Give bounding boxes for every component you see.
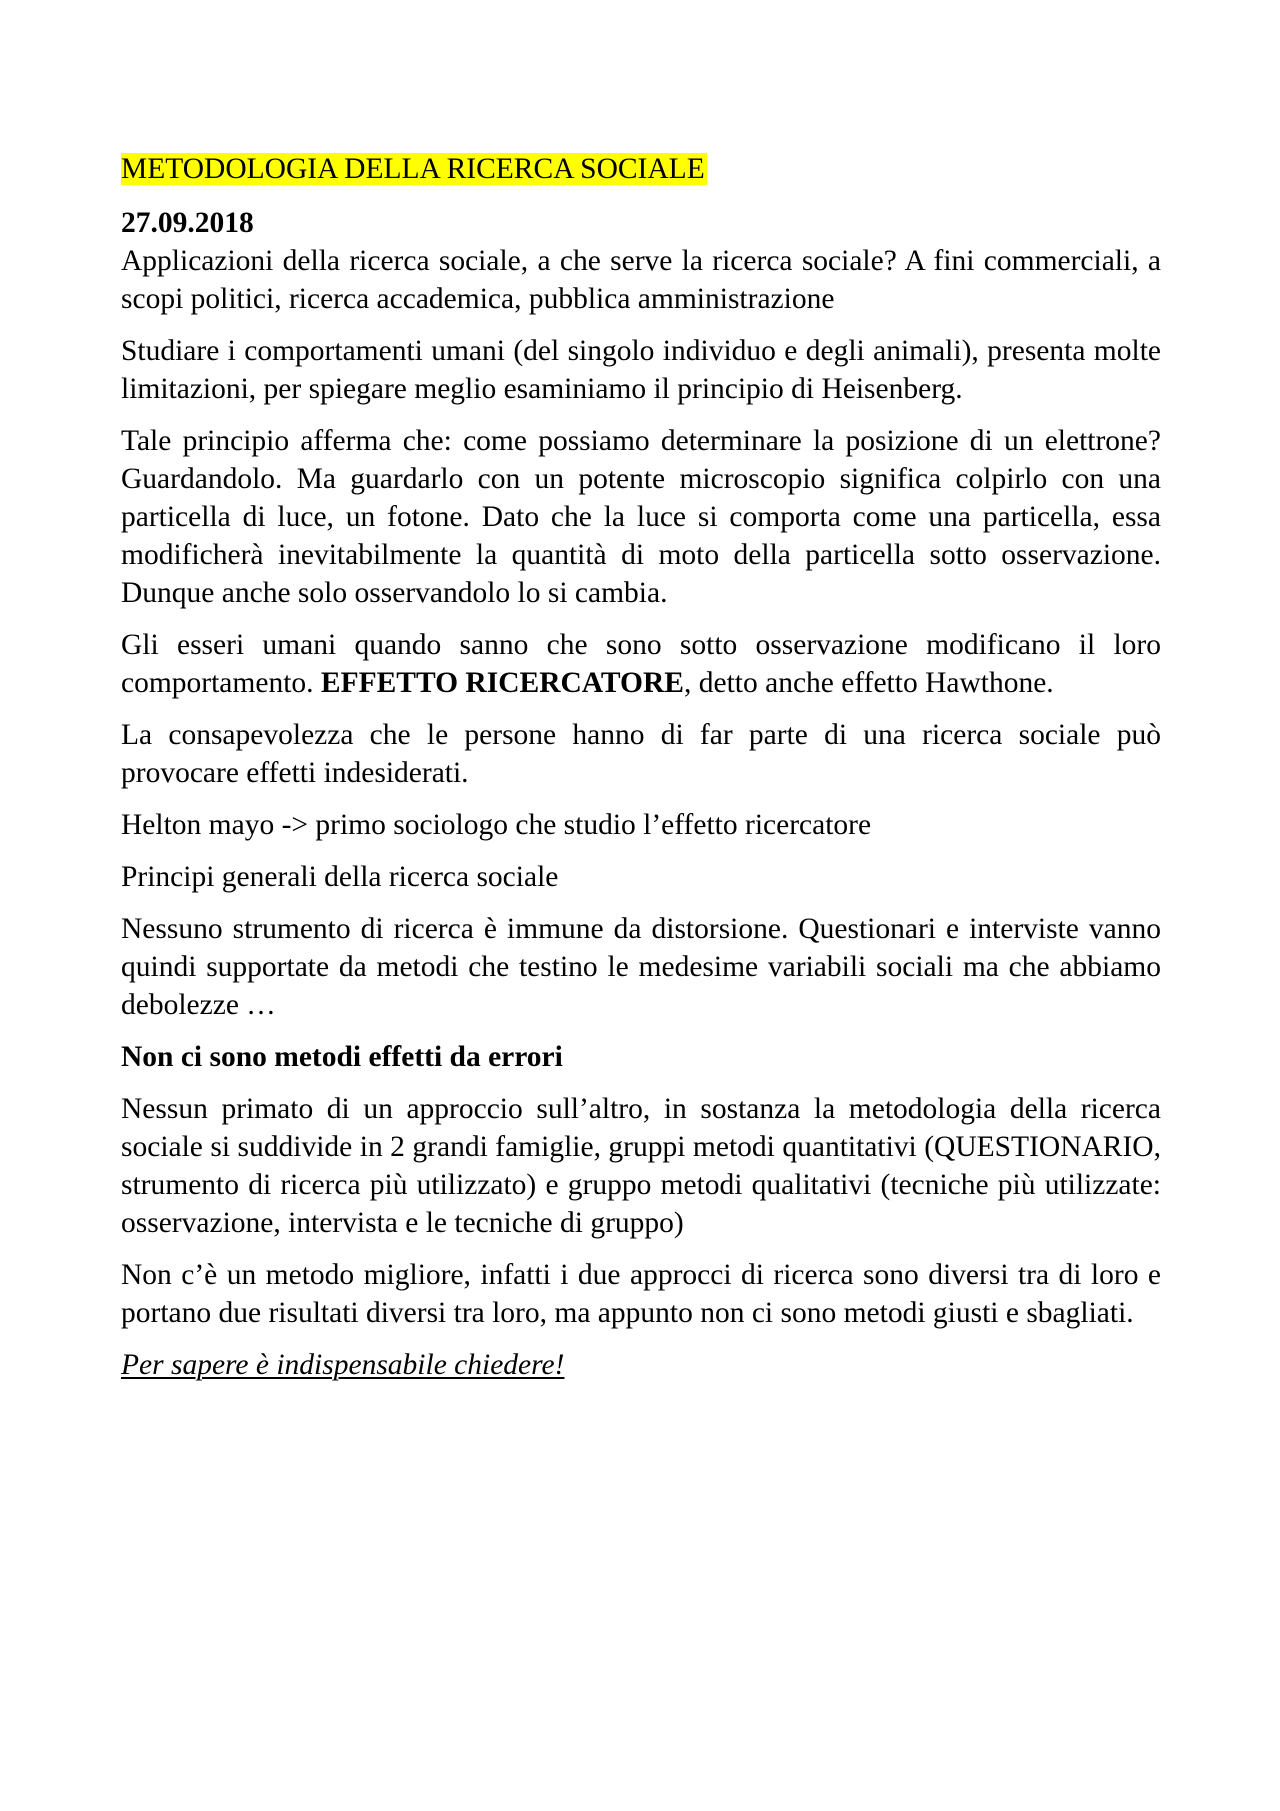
paragraph-applications: Applicazioni della ricerca sociale, a che serve la ricerca sociale? A fini commerciali, a scopi politici, ricerca accademica, pubblica amministrazione xyxy=(121,245,1161,315)
heading-no-error-free-methods: Non ci sono metodi effetti da errori xyxy=(121,1041,563,1073)
paragraph-human-behavior: Studiare i comportamenti umani (del singolo individuo e degli animali), presenta molte limitazioni, per spiegare meglio esaminiamo il principio di Heisenberg. xyxy=(121,335,1161,405)
lecture-date: 27.09.2018 xyxy=(121,207,254,239)
paragraph-researcher-effect xyxy=(121,626,1161,702)
closing-quote: Per sapere è indispensabile chiedere! xyxy=(121,1349,565,1381)
researcher-effect-term: EFFETTO RICERCATORE xyxy=(320,667,684,699)
paragraph-method-families: Nessun primato di un approccio sull’altro, in sostanza la metodologia della ricerca sociale si suddivide in 2 grandi famiglie, gruppi metodi quantitativi (QUESTIONARIO, strumento di ricerca più utilizzato) e gruppo metodi qualitativi (tecniche più utilizzate: osservazione, intervista e le tecniche di gruppo) xyxy=(121,1093,1161,1239)
researcher-effect-outro: , detto anche effetto Hawthone. xyxy=(683,667,1054,699)
paragraph-general-principles: Principi generali della ricerca sociale xyxy=(121,861,559,893)
paragraph-no-best-method: Non c’è un metodo migliore, infatti i due approcci di ricerca sono diversi tra di loro e portano due risultati diversi tra loro, ma appunto non ci sono metodi giusti e sbagliati. xyxy=(121,1259,1161,1329)
document-title: METODOLOGIA DELLA RICERCA SOCIALE xyxy=(121,153,705,185)
paragraph-heisenberg-principle: Tale principio afferma che: come possiamo determinare la posizione di un elettrone? Guardandolo. Ma guardarlo con un potente microscopio significa colpirlo con una particella di luce, un fotone. Dato che la luce si comporta come una particella, essa modificherà inevitabilmente la quantità di moto della particella sotto osservazione. Dunque anche solo osservandolo lo si cambia. xyxy=(121,425,1161,609)
paragraph-helton-mayo: Helton mayo -> primo sociologo che studio l’effetto ricercatore xyxy=(121,809,872,841)
closing-line xyxy=(121,1346,1161,1384)
paragraph-awareness: La consapevolezza che le persone hanno di far parte di una ricerca sociale può provocare effetti indesiderati. xyxy=(121,719,1161,789)
paragraph-distortion: Nessuno strumento di ricerca è immune da distorsione. Questionari e interviste vanno quindi supportate da metodi che testino le medesime variabili sociali ma che abbiamo debolezze … xyxy=(121,913,1161,1021)
title-line xyxy=(121,150,1161,190)
researcher-effect-intro: Gli esseri umani quando sanno che sono sotto osservazione modificano il loro comportamento. xyxy=(121,629,1161,699)
document-page xyxy=(121,150,1161,1398)
